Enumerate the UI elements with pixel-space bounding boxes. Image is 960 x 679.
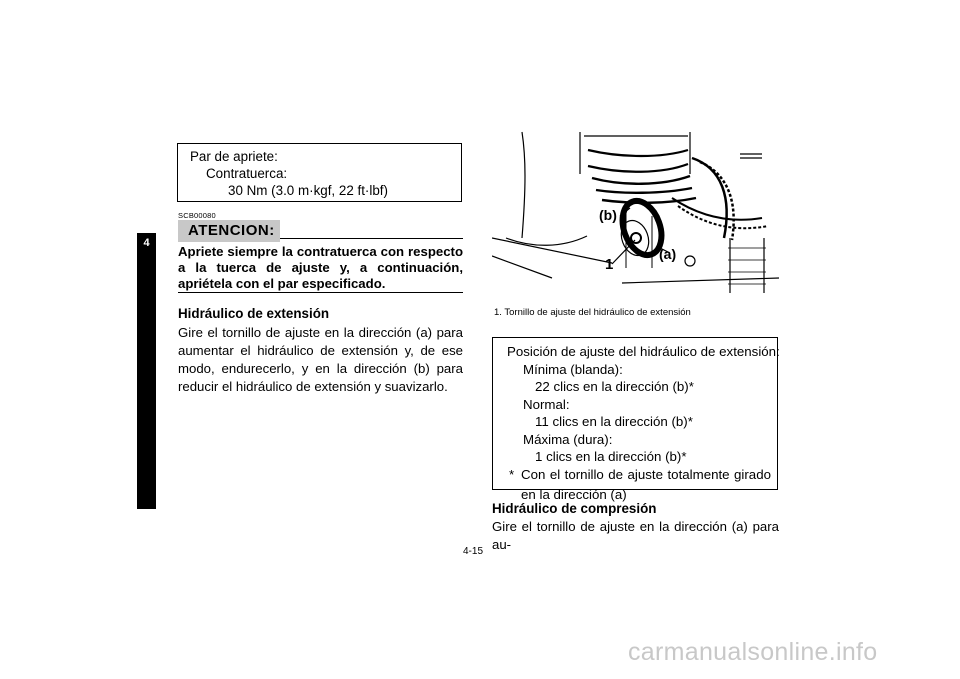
caution-top-rule — [280, 238, 463, 239]
max-label: Máxima (dura): — [523, 431, 613, 447]
chapter-tab: 4 — [137, 233, 156, 509]
min-value: 22 clics en la dirección (b)* — [535, 379, 694, 394]
normal-value: 11 clics en la dirección (b)* — [535, 414, 693, 429]
note-line1: Con el tornillo de ajuste totalmente girado — [521, 466, 771, 482]
min-label: Mínima (blanda): — [523, 361, 623, 377]
normal-label: Normal: — [523, 396, 570, 412]
figure-label-b: (b) — [599, 207, 617, 223]
max-value: 1 clics en la dirección (b)* — [535, 449, 687, 464]
figure-label-a: (a) — [659, 246, 677, 262]
note-line2: en la dirección (a) — [521, 487, 627, 502]
compression-title: Hidráulico de compresión — [492, 501, 657, 516]
torque-part: Contratuerca: — [206, 166, 288, 181]
note-star: * — [509, 466, 515, 482]
settings-note — [493, 466, 777, 484]
settings-title: Posición de ajuste del hidráulico de extensión: — [507, 344, 780, 359]
caution-heading: ATENCION: — [178, 220, 280, 242]
caution-bottom-rule — [178, 292, 463, 293]
settings-box — [492, 337, 780, 502]
rebound-title: Hidráulico de extensión — [178, 306, 330, 321]
torque-value: 30 Nm (3.0 m·kgf, 22 ft·lbf) — [228, 183, 388, 198]
shock-adjuster-figure — [492, 128, 779, 300]
caution-code: SCB00080 — [178, 211, 216, 220]
figure-label-1: 1 — [605, 256, 614, 273]
figure-caption: 1. Tornillo de ajuste del hidráulico de extensión — [494, 307, 691, 318]
torque-box — [177, 143, 462, 202]
compression-text: Gire el tornillo de ajuste en la dirección (a) para au- — [492, 519, 779, 552]
caution-text: Apriete siempre la contratuerca con respecto a la tuerca de ajuste y, a continuación, apriétela con el par especificado. — [178, 244, 463, 291]
rebound-text: Gire el tornillo de ajuste en la dirección (a) para aumentar el hidráulico de extensión y, de ese modo, endurecerlo, y en la dirección (b) para reducir el hidráulico de extensión y suavizarlo. — [178, 325, 463, 394]
watermark: carmanualsonline.info — [628, 638, 878, 666]
torque-label: Par de apriete: — [190, 149, 278, 164]
page-number: 4-15 — [463, 546, 484, 557]
